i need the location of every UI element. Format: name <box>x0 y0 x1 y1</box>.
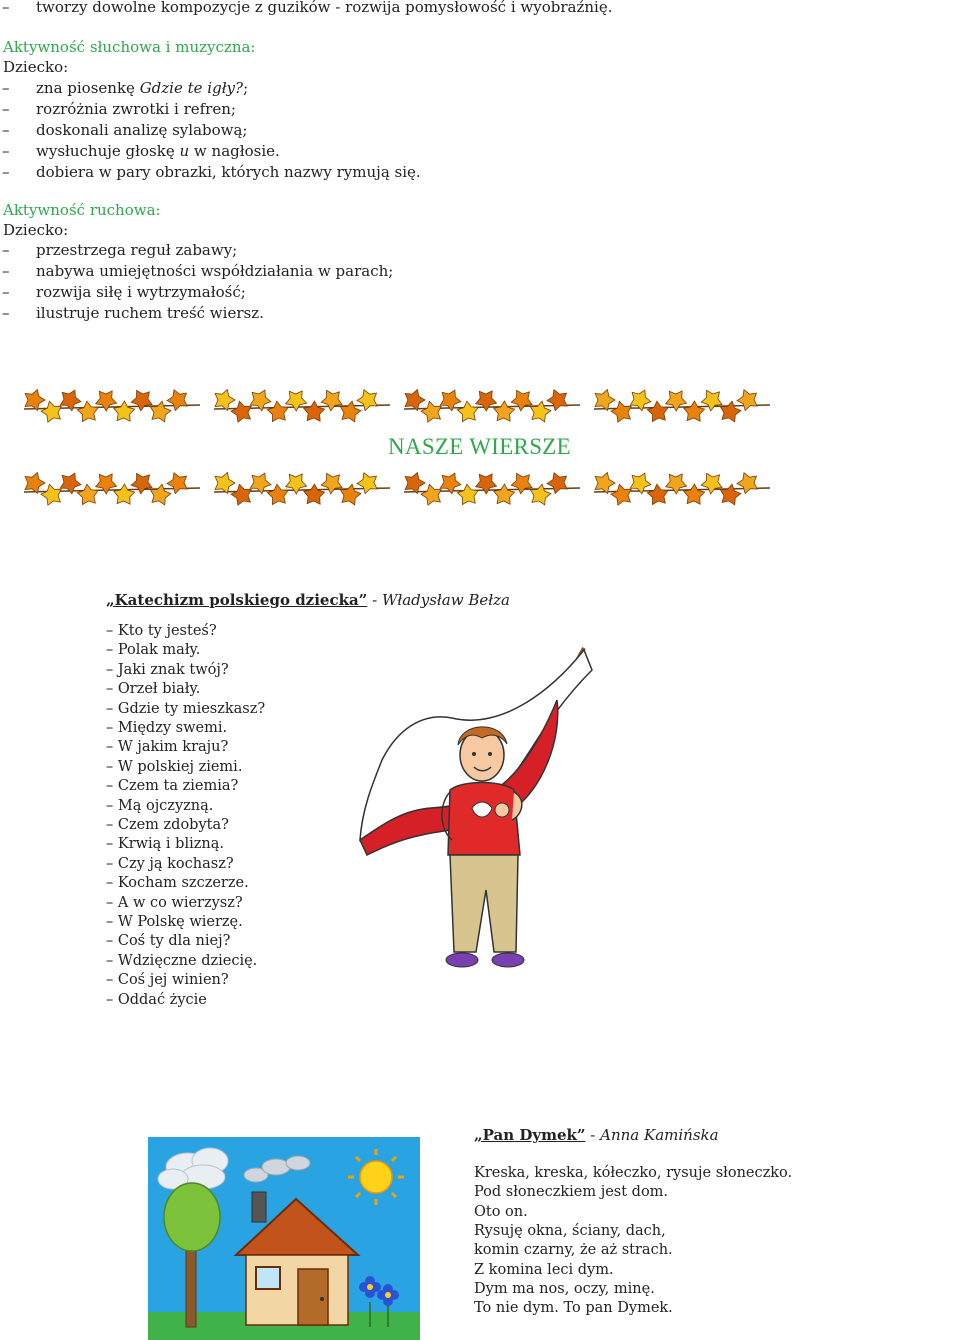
dash: – <box>2 241 10 259</box>
leaf-icon <box>114 401 135 421</box>
song-title: Gdzie te igły? <box>139 79 244 97</box>
poem-line: – Kto ty jesteś? <box>106 623 217 639</box>
section-title: NASZE WIERSZE <box>388 434 571 459</box>
boy-trousers <box>450 855 518 952</box>
leaf-icon <box>340 484 361 505</box>
leaf-icon <box>321 473 342 494</box>
list-item-text: przestrzega reguł zabawy; <box>36 241 238 259</box>
poem-line: – Między swemi. <box>106 720 228 736</box>
poem-line: – Oddać życie <box>106 991 207 1008</box>
leaf-icon <box>457 401 478 421</box>
section-heading-motion: Aktywność ruchowa: <box>3 201 161 219</box>
leaf-icon <box>684 484 705 504</box>
poem-line: – Kocham szczerze. <box>106 875 249 892</box>
leaf-icon <box>41 484 61 505</box>
poem-line: Pod słoneczkiem jest dom. <box>474 1184 669 1201</box>
text-part: zna piosenkę <box>36 79 140 97</box>
leaf-icon <box>494 484 515 504</box>
dash: – <box>2 262 10 280</box>
leaf-icon <box>340 401 361 422</box>
leaf-icon <box>530 401 551 422</box>
list-item-text: tworzy dowolne kompozycje z guzików - rozwija pomysłowość i wyobraźnię. <box>36 0 613 16</box>
leaf-icon <box>304 484 325 504</box>
poem-line: – W polskiej ziemi. <box>106 758 243 775</box>
leaf-icon <box>611 484 631 505</box>
dash: – <box>2 283 10 301</box>
poem-line: – Polak mały. <box>106 642 201 659</box>
poem-title: „Katechizm polskiego dziecka” <box>106 591 368 609</box>
poem-line: – Coś jej winien? <box>106 972 229 989</box>
dash: – <box>2 121 10 139</box>
leaf-icon <box>167 473 187 494</box>
leaf-icon <box>611 401 631 422</box>
leaf-icon <box>131 473 152 494</box>
poem-line: – Jaki znak twój? <box>106 661 229 678</box>
leaf-icon <box>41 401 61 422</box>
leaf-icon <box>304 401 325 421</box>
list-item-text: rozwija siłę i wytrzymałość; <box>36 283 246 301</box>
leaf-icon <box>231 401 251 422</box>
leaf-icon <box>150 401 171 422</box>
poem-line: – Czy ją kochasz? <box>106 855 234 872</box>
poem-line: To nie dym. To pan Dymek. <box>474 1300 673 1317</box>
dash: – <box>2 304 10 322</box>
text-part: ; <box>243 79 249 97</box>
list-item-text <box>36 141 280 161</box>
leaf-icon <box>547 473 567 494</box>
leaf-icon <box>267 484 288 504</box>
letter-u: u <box>179 142 190 160</box>
text-part: wysłuchuje głoskę <box>36 142 180 160</box>
boy-shoe-right <box>492 953 524 967</box>
child-label: Dziecko: <box>3 221 69 239</box>
poem-line: – Czem ta ziemia? <box>106 778 239 795</box>
leaf-icon <box>77 484 98 504</box>
list-item-text: rozróżnia zwrotki i refren; <box>36 100 236 118</box>
leaf-icon <box>647 484 668 504</box>
leaf-icon <box>215 390 235 411</box>
leaf-icon <box>494 401 515 421</box>
poem-title-line <box>474 1125 719 1145</box>
list-item-text: ilustruje ruchem treść wiersz. <box>36 304 264 322</box>
poem-line: Oto on. <box>474 1203 528 1220</box>
boy-shirt <box>448 783 520 856</box>
leaf-icon <box>357 390 377 411</box>
poem-line: – Wdzięczne dziecię. <box>106 952 258 969</box>
leaf-icon <box>321 390 342 411</box>
child-label: Dziecko: <box>3 58 69 76</box>
leaf-icon <box>267 401 288 421</box>
poem-line: – Czem zdobyta? <box>106 817 229 833</box>
leaf-icon <box>167 390 187 411</box>
poem-title: „Pan Dymek” <box>474 1126 586 1144</box>
leaf-icon <box>215 473 235 494</box>
poem-line: – Coś ty dla niej? <box>106 933 231 950</box>
leaf-icon <box>405 390 425 411</box>
title-separator: - <box>367 591 382 609</box>
poem-line: komin czarny, że aż strach. <box>474 1242 673 1259</box>
text-part: w nagłosie. <box>189 142 280 160</box>
dash: – <box>2 163 10 181</box>
leaf-icon <box>720 401 741 422</box>
poem-line: – W Polskę wierzę. <box>106 914 243 930</box>
poem-line: – A w co wierzysz? <box>106 894 243 911</box>
leaf-icon <box>114 484 135 504</box>
poem-line: – Orzeł biały. <box>106 681 201 698</box>
leaf-icon <box>701 473 722 494</box>
leaf-icon <box>457 484 478 504</box>
list-item-text: nabywa umiejętności współdziałania w parach; <box>36 262 394 280</box>
poem-line: Kreska, kreska, kółeczko, rysuje słoneczko. <box>474 1165 793 1181</box>
leaf-icon <box>357 473 377 494</box>
poem-line: Z komina leci dym. <box>474 1261 614 1278</box>
list-item-text: doskonali analizę sylabową; <box>36 121 248 139</box>
dash: – <box>2 100 10 118</box>
leaf-icon <box>511 390 532 411</box>
leaf-icon <box>720 484 741 505</box>
house-landscape-illustration <box>148 1137 420 1340</box>
leaf-icon <box>231 484 251 505</box>
leaf-icon <box>684 401 705 421</box>
leaf-icon <box>647 401 668 421</box>
leaf-icon <box>150 484 171 505</box>
dash: – <box>2 142 10 160</box>
poem-author: Anna Kamińska <box>600 1126 719 1144</box>
leaf-icon <box>25 473 45 494</box>
leaf-icon <box>595 473 615 494</box>
boy-shoe-left <box>446 953 478 967</box>
leaf-icon <box>737 473 757 494</box>
dash: – <box>2 0 10 16</box>
leaf-garland-top <box>22 385 772 427</box>
leaf-icon <box>530 484 551 505</box>
leaf-icon <box>547 390 567 411</box>
leaf-icon <box>701 390 722 411</box>
leaf-garland-bottom <box>22 468 772 510</box>
list-item-text <box>36 78 248 98</box>
boy-with-polish-flag-illustration <box>352 640 602 985</box>
leaf-icon <box>405 473 425 494</box>
poem-line: – Krwią i blizną. <box>106 836 224 853</box>
title-separator: - <box>585 1126 601 1144</box>
list-item-text: dobiera w pary obrazki, których nazwy rymują się. <box>36 163 421 181</box>
poem-title-line <box>106 590 510 610</box>
leaf-icon <box>131 390 152 411</box>
leaf-icon <box>77 401 98 421</box>
poem-line: – Mą ojczyzną. <box>106 797 214 814</box>
section-heading-music: Aktywność słuchowa i muzyczna: <box>3 38 256 56</box>
leaf-icon <box>421 484 441 505</box>
poem-line: Dym ma nos, oczy, minę. <box>474 1280 655 1297</box>
leaf-icon <box>25 390 45 411</box>
leaf-icon <box>737 390 757 411</box>
dash: – <box>2 79 10 97</box>
poem-line: – Gdzie ty mieszkasz? <box>106 700 266 717</box>
leaf-icon <box>511 473 532 494</box>
leaf-icon <box>421 401 441 422</box>
poem-author: Władysław Bełza <box>381 591 510 609</box>
poem-line: Rysuję okna, ściany, dach, <box>474 1222 666 1239</box>
leaf-icon <box>595 390 615 411</box>
poem-line: – W jakim kraju? <box>106 739 229 756</box>
